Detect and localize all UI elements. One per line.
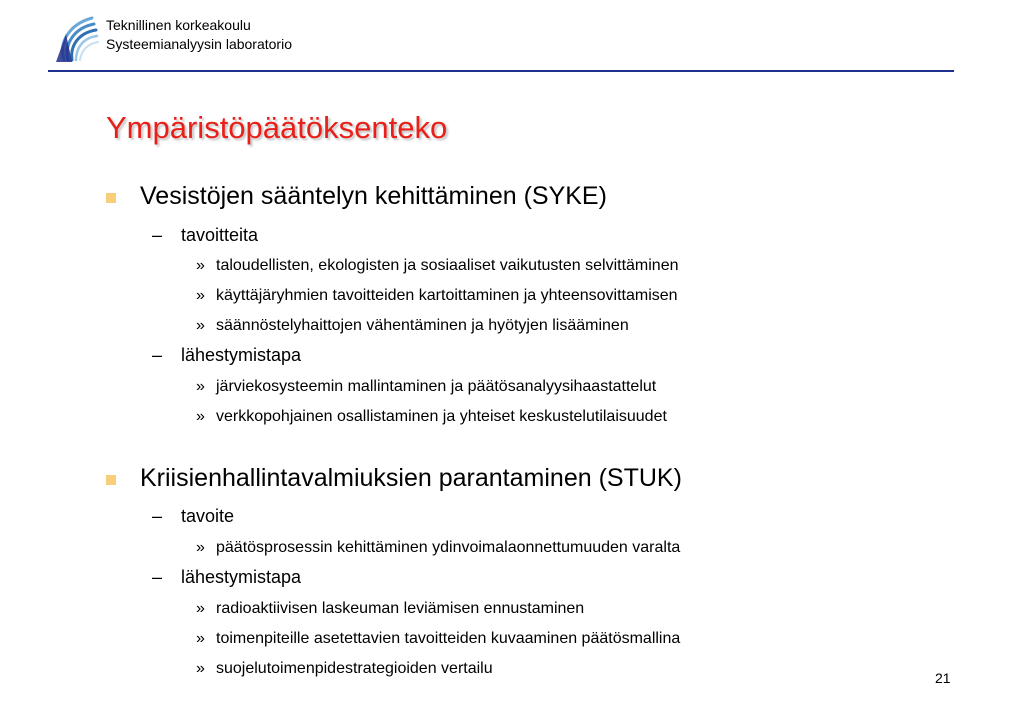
org-line-1: Teknillinen korkeakoulu: [106, 17, 251, 33]
guillemet-marker: »: [196, 539, 205, 556]
guillemet-marker: »: [196, 287, 205, 304]
guillemet-marker: »: [196, 630, 205, 647]
square-bullet-icon: [106, 475, 116, 485]
dash-marker: –: [152, 345, 163, 365]
guillemet-marker: »: [196, 378, 205, 395]
page-number: 21: [935, 670, 951, 686]
square-bullet-icon: [106, 193, 116, 203]
guillemet-marker: »: [196, 408, 205, 425]
guillemet-marker: »: [196, 257, 205, 274]
dash-marker: –: [152, 225, 163, 245]
dash-marker: –: [152, 506, 163, 526]
slide-title: Ympäristöpäätöksenteko: [106, 110, 448, 145]
org-line-2: Systeemianalyysin laboratorio: [106, 36, 292, 52]
guillemet-marker: »: [196, 600, 205, 617]
guillemet-marker: »: [196, 660, 205, 677]
organization-name: [106, 16, 292, 54]
header-divider: [48, 70, 954, 72]
tkk-logo-icon: [52, 14, 100, 64]
dash-marker: –: [152, 567, 163, 587]
guillemet-marker: »: [196, 317, 205, 334]
